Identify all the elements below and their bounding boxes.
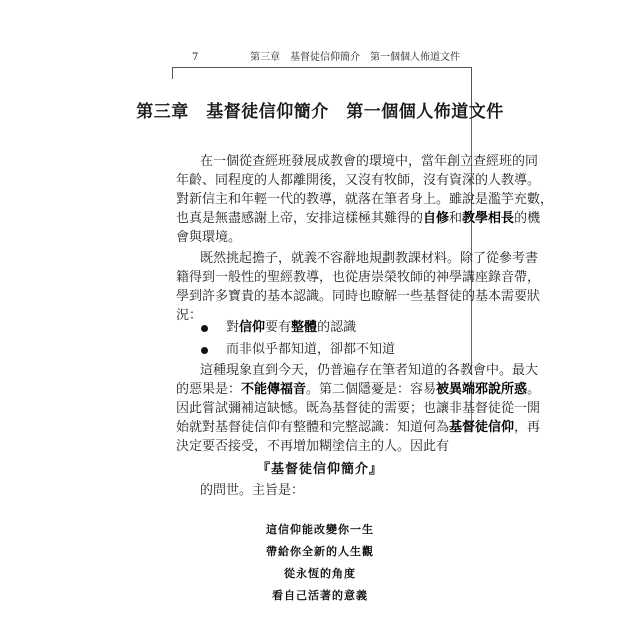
running-head (170, 50, 470, 66)
paragraph1-line4-end: 的機 (514, 211, 541, 226)
emphasis-self-study: 自修 (423, 211, 450, 226)
paragraph3-line2-mid: 。第二個隱憂是：容易 (306, 382, 437, 397)
emphasis-christian-faith: 基督徒信仰 (449, 420, 515, 435)
paragraph1-line4-connector: 和 (449, 211, 463, 226)
paragraph3-line4-pre: 始就對基督徒信仰有整體和完整認識：知道何為 (176, 420, 450, 435)
bullet-item-2: 而非似乎都知道，卻都不知道 (226, 342, 396, 357)
paragraph2-line2: 籍得到一般性的聖經教導，也從唐崇榮牧師的神學講座錄音帶， (176, 270, 541, 285)
paragraph2-line3: 學到許多寶貴的基本認識。同時也瞭解一些基督徒的基本需要狀 (176, 289, 541, 304)
emphasis-faith: 信仰 (239, 320, 266, 335)
header-rule (172, 67, 472, 68)
bullet1-post: 的認識 (317, 320, 357, 335)
paragraph1-line1: 在一個從查經班發展成教會的環境中，當年創立查經班的同 (200, 154, 539, 169)
paragraph3-line2-post: 。 (527, 382, 541, 397)
bullet-item-1 (226, 319, 356, 337)
paragraph2-line1: 既然挑起擔子，就義不容辭地規劃教課材料。除了從參考書 (200, 251, 539, 266)
verse-line-2: 帶給你全新的人生觀 (266, 545, 374, 558)
bullet1-mid: 要有 (265, 320, 292, 335)
paragraph1-line4-text: 也真是無盡感謝上帝，安排這樣極其難得的 (176, 211, 424, 226)
emphasis-heresy: 被異端邪說所惑 (436, 382, 528, 397)
bullet-dot-icon (201, 347, 208, 354)
paragraph3-line5: 決定要否接受，不再增加糊塗信主的人。因此有 (176, 439, 450, 454)
paragraph3-line4-post: ，再 (514, 420, 541, 435)
paragraph1-line5: 會與環境。 (176, 230, 242, 245)
paragraph2-line4: 況： (176, 308, 203, 323)
running-head-text: 第三章 基督徒信仰簡介 第一個個人佈道文件 (250, 52, 460, 63)
verse-line-1: 這信仰能改變你一生 (266, 523, 374, 536)
emphasis-teaching: 教學相長 (462, 211, 515, 226)
emphasis-cannot-evangelize: 不能傳福音 (241, 382, 307, 397)
paragraph3-line1: 這種現象直到今天，仍普遍存在筆者知道的各教會中。最大 (200, 363, 539, 378)
book-title: 『基督徒信仰簡介』 (256, 462, 383, 477)
paragraph3-line2 (176, 381, 540, 399)
paragraph3-line3: 因此嘗試彌補這缺憾。既為基督徒的需要；也讓非基督徒從一開 (176, 401, 541, 416)
chapter-title: 第三章 基督徒信仰簡介 第一個個人佈道文件 (136, 102, 504, 122)
header-rule-left-tick (172, 67, 173, 79)
paragraph3-line4 (176, 419, 540, 437)
paragraph1-line2: 年齡、同程度的人都離開後，又沒有牧師，沒有資深的人教導。 (176, 173, 541, 188)
paragraph3-line2-pre: 的惡果是： (176, 382, 242, 397)
bullet-dot-icon (201, 325, 208, 332)
verse-line-4: 看自己活著的意義 (272, 589, 368, 602)
paragraph1-line4 (176, 210, 540, 228)
intro-line: 的問世。主旨是： (200, 483, 305, 498)
verse-line-3: 從永恆的角度 (284, 567, 356, 580)
paragraph1-line3: 對新信主和年輕一代的教導，就落在筆者身上。雖說是濫竽充數， (176, 192, 554, 207)
emphasis-whole: 整體 (291, 320, 318, 335)
bullet1-pre: 對 (226, 320, 240, 335)
page-number: 7 (192, 52, 199, 63)
